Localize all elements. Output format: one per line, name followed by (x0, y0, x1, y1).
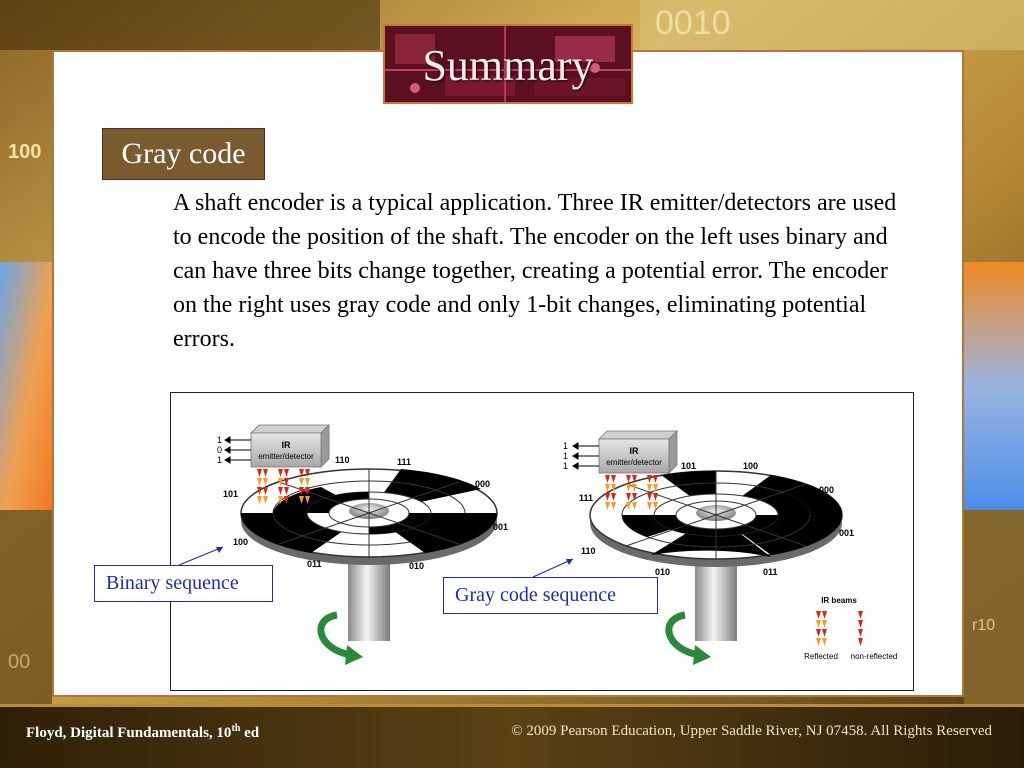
right-rotation-arrow (669, 615, 699, 655)
title-banner (383, 24, 633, 104)
shaft-encoder-figure (170, 392, 914, 691)
left-code-label: 001 (493, 522, 509, 532)
right-emitter-label-ir: IR (629, 446, 639, 456)
slide-title: Summary (422, 41, 594, 90)
right-code-label: 111 (579, 493, 594, 503)
ir-beams-legend (804, 596, 897, 661)
legend-non-reflected: non-reflected (850, 652, 898, 661)
right-output-bit-1: 1 (563, 441, 569, 451)
footer-copyright: © 2009 Pearson Education, Upper Saddle River, NJ 07458. All Rights Reserved (511, 723, 992, 739)
topic-label: Gray code (102, 128, 265, 180)
right-output-bit-2: 1 (563, 451, 569, 461)
right-code-label: 100 (743, 461, 759, 471)
left-code-label: 100 (233, 537, 249, 547)
right-code-label: 010 (655, 567, 671, 577)
right-emitter-detector-box (599, 439, 669, 473)
right-code-label: 011 (763, 567, 778, 577)
left-code-label: 000 (475, 479, 491, 489)
footer-edition: ed (240, 725, 260, 741)
left-rotation-arrow (321, 615, 351, 655)
footer-book-title: Floyd, Digital Fundamentals, 10 (26, 725, 232, 741)
left-output-bit-3: 1 (217, 455, 223, 465)
right-code-label: 101 (681, 461, 697, 471)
legend-title: IR beams (821, 596, 857, 605)
svg-text:0010: 0010 (655, 4, 731, 42)
right-code-label: 000 (819, 485, 835, 495)
left-emitter-detector-box (251, 433, 321, 467)
right-code-label: 110 (581, 546, 596, 556)
left-output-bit-1: 1 (217, 435, 223, 445)
left-code-label: 010 (409, 561, 425, 571)
left-code-label: 101 (223, 489, 239, 499)
left-code-label: 110 (335, 455, 350, 465)
encoder-diagram (171, 393, 915, 692)
gray-code-sequence-callout: Gray code sequence (443, 577, 658, 614)
right-shaft (695, 559, 737, 641)
left-code-label: 111 (397, 457, 412, 467)
svg-text:00: 00 (8, 651, 31, 673)
right-emitter-label: emitter/detector (606, 458, 662, 467)
binary-sequence-callout: Binary sequence (94, 565, 273, 602)
right-output-bit-3: 1 (563, 461, 569, 471)
left-code-label: 011 (307, 559, 322, 569)
svg-text:r10: r10 (972, 617, 996, 634)
svg-text:100: 100 (8, 141, 42, 163)
body-text: A shaft encoder is a typical application. Three IR emitter/detectors are used to encode the position of the shaft. The encoder on the left uses binary and can have three bits change together, creating a potential error. The encoder on the right uses gray code and only 1-bit changes, eliminating potential errors. (173, 190, 897, 352)
legend-reflected: Reflected (804, 652, 838, 661)
left-emitter-label-ir: IR (281, 440, 291, 450)
binary-encoder (179, 425, 508, 665)
right-code-label: 001 (839, 528, 855, 538)
footer-book-credit (26, 723, 259, 742)
footer-superscript: th (231, 723, 241, 734)
left-output-bit-2: 0 (217, 445, 223, 455)
left-emitter-label: emitter/detector (258, 452, 314, 461)
gray-encoder (533, 431, 854, 665)
left-shaft (348, 555, 390, 641)
